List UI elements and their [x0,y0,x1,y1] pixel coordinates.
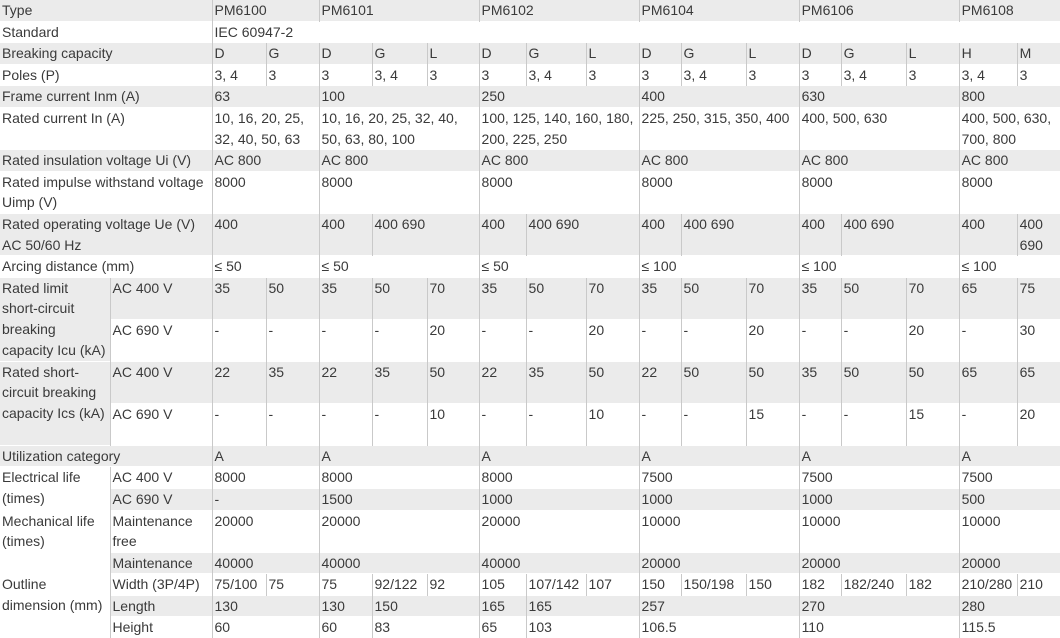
table-cell: - [266,403,319,445]
table-cell: 3, 4 [959,64,1017,86]
table-cell: 50 [906,361,959,403]
model-header: PM6102 [479,0,639,21]
table-cell: 3 [1017,64,1060,86]
model-header: PM6106 [799,0,959,21]
row-operating-voltage [0,213,1060,255]
table-cell: D [799,43,841,65]
table-cell: 50 [841,277,906,319]
table-cell: 1000 [639,488,799,510]
table-cell: A [319,445,479,467]
table-cell: 83 [372,617,479,638]
table-cell: 50 [266,277,319,319]
table-cell: 130 [212,595,319,617]
table-cell: - [841,319,906,361]
table-cell: 3, 4 [681,64,746,86]
table-cell: 20 [427,319,479,361]
table-cell: 400 [799,213,841,255]
table-cell: 630 [799,86,959,108]
table-cell: 3, 4 [212,64,266,86]
table-cell: 150 [746,574,799,596]
table-cell: - [266,319,319,361]
table-cell: - [479,319,526,361]
table-cell: 50 [681,361,746,403]
table-cell: 10000 [639,510,799,552]
row-breaking-capacity [0,43,1060,65]
table-cell: 182 [799,574,841,596]
table-cell: 70 [746,277,799,319]
table-cell: G [266,43,319,65]
table-cell: 400 [639,213,681,255]
table-cell: L [906,43,959,65]
row-outline-width [0,574,1060,596]
icu-sub-690: AC 690 V [110,319,212,361]
table-cell: 7500 [639,467,799,489]
table-cell: 20 [746,319,799,361]
table-cell: ≤ 100 [799,256,959,278]
table-cell: 182 [906,574,959,596]
table-cell: 35 [212,277,266,319]
ics-sub-400: AC 400 V [110,361,212,403]
table-cell: 40000 [212,552,319,574]
table-cell: 63 [212,86,319,108]
table-cell: - [212,319,266,361]
table-cell: 10, 16, 20, 25, 32, 40, 50, 63, 80, 100 [319,107,479,149]
table-cell: 50 [746,361,799,403]
table-cell: 150 [639,574,681,596]
table-cell: - [841,403,906,445]
table-cell: 500 [959,488,1060,510]
type-label: Type [2,2,33,18]
table-cell: 400 690 [681,213,799,255]
table-cell: 70 [906,277,959,319]
outline-sub-height: Height [110,617,212,638]
table-cell: - [639,403,681,445]
table-cell: 100 [319,86,479,108]
table-cell: 75 [266,574,319,596]
electrical-life-sub-400: AC 400 V [110,467,212,489]
table-cell: 400 [319,213,372,255]
table-cell: ≤ 50 [319,256,479,278]
table-cell: 257 [639,595,799,617]
table-cell: M [1017,43,1060,65]
table-cell: 182/240 [841,574,906,596]
table-cell: 165 [479,595,526,617]
table-cell: AC 800 [639,150,799,172]
row-electrical-life-690 [0,488,1060,510]
ics-label: Rated short-circuit breaking capacity Ics (kA) [0,361,110,445]
table-cell: A [212,445,319,467]
table-cell: 20000 [639,552,799,574]
model-header: PM6104 [639,0,799,21]
table-cell: - [479,403,526,445]
table-cell: 3 [906,64,959,86]
table-cell: - [526,319,586,361]
table-cell: 400, 500, 630, 700, 800 [959,107,1060,149]
table-cell: 7500 [959,467,1060,489]
row-ics-400 [0,361,1060,403]
table-cell: 115.5 [959,617,1060,638]
row-frame-current [0,86,1060,108]
table-cell: 8000 [639,171,799,213]
table-cell: L [427,43,479,65]
table-cell: 30 [1017,319,1060,361]
table-cell: 400 [639,86,799,108]
row-arcing-distance [0,256,1060,278]
row-icu-690 [0,319,1060,361]
utilization-label: Utilization category [0,445,212,467]
table-cell: 70 [586,277,639,319]
table-cell: 107 [586,574,639,596]
table-cell: 280 [959,595,1060,617]
row-electrical-life-400 [0,467,1060,489]
table-cell: 50 [586,361,639,403]
operating-voltage-label: Rated operating voltage Ue (V) AC 50/60 Hz [0,213,212,255]
table-cell: 35 [799,361,841,403]
table-cell: 40000 [319,552,479,574]
table-cell: 210 [1017,574,1060,596]
table-cell: 50 [526,277,586,319]
table-cell: 20 [1017,403,1060,445]
table-cell: 3 [639,64,681,86]
table-cell: - [681,319,746,361]
table-cell: 22 [479,361,526,403]
table-cell: 20 [586,319,639,361]
electrical-life-sub-690: AC 690 V [110,488,212,510]
table-cell: - [959,319,1017,361]
table-cell: 270 [799,595,959,617]
table-cell: A [479,445,639,467]
table-cell: 400 690 [1017,213,1060,255]
table-cell: ≤ 100 [959,256,1060,278]
table-cell: 35 [372,361,427,403]
table-cell: 8000 [799,171,959,213]
table-cell: AC 800 [799,150,959,172]
table-cell: 1000 [799,488,959,510]
table-cell: G [841,43,906,65]
table-cell: 3 [427,64,479,86]
table-cell: 20 [906,319,959,361]
row-poles [0,64,1060,86]
icu-label: Rated limit short-circuit breaking capacity Icu (kA) [0,277,110,361]
table-cell: 3 [746,64,799,86]
table-cell: 50 [681,277,746,319]
table-cell: L [586,43,639,65]
table-cell: A [799,445,959,467]
table-cell: 35 [526,361,586,403]
table-cell: AC 800 [479,150,639,172]
table-cell: 225, 250, 315, 350, 400 [639,107,799,149]
table-cell: 110 [799,617,959,638]
table-cell: 103 [526,617,639,638]
standard-label: Standard [0,21,212,43]
mechanical-life-label: Mechanical life (times) [0,510,110,574]
table-cell: 10000 [799,510,959,552]
model-header: PM6101 [319,0,479,21]
table-cell: 35 [319,277,372,319]
table-cell: H [959,43,1017,65]
table-cell: 20000 [959,552,1060,574]
table-cell: 3 [479,64,526,86]
table-cell: - [212,403,266,445]
table-cell: 70 [427,277,479,319]
table-cell: 8000 [479,171,639,213]
row-mechanical-life-maint [0,552,1060,574]
table-cell: - [959,403,1017,445]
model-header: PM6100 [212,0,319,21]
mechanical-life-sub-maint: Maintenance [110,552,212,574]
table-cell: - [526,403,586,445]
table-cell: 1000 [479,488,639,510]
table-cell: 3 [319,64,372,86]
table-cell: D [639,43,681,65]
outline-sub-width: Width (3P/4P) [110,574,212,596]
table-cell: 165 [526,595,639,617]
outline-sub-length: Length [110,595,212,617]
row-outline-height [0,617,1060,638]
table-cell: A [959,445,1060,467]
table-cell: 65 [479,617,526,638]
table-cell: 60 [319,617,372,638]
rated-current-label: Rated current In (A) [0,107,212,149]
table-cell: 22 [319,361,372,403]
table-cell: 800 [959,86,1060,108]
table-cell: 400 [212,213,319,255]
table-cell: 35 [639,277,681,319]
table-cell: - [799,403,841,445]
mechanical-life-sub-free: Maintenance free [110,510,212,552]
table-cell: 40000 [479,552,639,574]
row-type [0,0,1060,21]
electrical-life-label: Electrical life (times) [0,467,110,510]
table-cell: 75 [1017,277,1060,319]
table-cell: 20000 [319,510,479,552]
table-cell: - [799,319,841,361]
table-cell: AC 800 [212,150,319,172]
table-cell: 35 [479,277,526,319]
table-cell: 8000 [212,467,319,489]
table-cell: 50 [372,277,427,319]
table-cell: 92 [427,574,479,596]
table-cell: 35 [799,277,841,319]
table-cell: ≤ 50 [212,256,319,278]
table-cell: - [681,403,746,445]
table-cell: 100, 125, 140, 160, 180, 200, 225, 250 [479,107,639,149]
table-cell: - [639,319,681,361]
table-cell: L [746,43,799,65]
table-cell: G [372,43,427,65]
standard-value: IEC 60947-2 [212,21,1060,43]
row-utilization [0,445,1060,467]
table-cell: 22 [639,361,681,403]
frame-current-label: Frame current Inm (A) [0,86,212,108]
table-cell: 10000 [959,510,1060,552]
table-cell: - [372,319,427,361]
table-cell: 400 690 [526,213,639,255]
table-cell: G [681,43,746,65]
table-cell: 400 690 [841,213,959,255]
table-cell: 250 [479,86,639,108]
table-cell: 3, 4 [372,64,427,86]
table-cell: 75/100 [212,574,266,596]
table-cell: ≤ 100 [639,256,799,278]
table-cell: 10, 16, 20, 25, 32, 40, 50, 63 [212,107,319,149]
table-cell: - [372,403,427,445]
table-cell: 8000 [319,171,479,213]
table-cell: 210/280 [959,574,1017,596]
table-cell: 8000 [479,467,639,489]
table-cell: 60 [212,617,319,638]
table-cell: 130 [319,595,372,617]
table-cell: G [526,43,586,65]
row-rated-current [0,107,1060,149]
table-cell: 65 [959,361,1017,403]
table-cell: 8000 [212,171,319,213]
table-cell: AC 800 [319,150,479,172]
outline-label: Outline dimension (mm) [0,574,110,638]
table-cell: 15 [906,403,959,445]
poles-label: Poles (P) [0,64,212,86]
table-cell: 3 [799,64,841,86]
table-cell: D [212,43,266,65]
table-cell: 3, 4 [841,64,906,86]
table-cell: 400, 500, 630 [799,107,959,149]
insulation-voltage-label: Rated insulation voltage Ui (V) [0,150,212,172]
table-cell: 3, 4 [526,64,586,86]
table-cell: A [639,445,799,467]
table-cell: 8000 [319,467,479,489]
table-cell: 15 [746,403,799,445]
table-cell: 92/122 [372,574,427,596]
table-cell: AC 800 [959,150,1060,172]
row-ics-690 [0,403,1060,445]
table-cell: D [319,43,372,65]
row-mechanical-life-free [0,510,1060,552]
table-cell: 65 [959,277,1017,319]
table-cell: 400 [479,213,526,255]
model-header: PM6108 [959,0,1060,21]
table-cell: 10 [586,403,639,445]
table-cell: 20000 [479,510,639,552]
impulse-voltage-label: Rated impulse withstand voltage Uimp (V) [0,171,212,213]
row-insulation-voltage [0,150,1060,172]
table-cell: 7500 [799,467,959,489]
row-standard [0,21,1060,43]
table-cell: 150 [372,595,479,617]
table-cell: 20000 [212,510,319,552]
row-outline-length [0,595,1060,617]
row-impulse-voltage [0,171,1060,213]
table-cell: - [319,319,372,361]
table-cell: ≤ 50 [479,256,639,278]
table-cell: 1500 [319,488,479,510]
table-cell: 3 [586,64,639,86]
table-cell: - [319,403,372,445]
table-cell: 22 [212,361,266,403]
table-cell: 10 [427,403,479,445]
table-cell: 106.5 [639,617,799,638]
table-cell: 105 [479,574,526,596]
table-cell: 400 [959,213,1017,255]
table-cell: 20000 [799,552,959,574]
table-cell: 8000 [959,171,1060,213]
table-cell: 35 [266,361,319,403]
arcing-distance-label: Arcing distance (mm) [0,256,212,278]
icu-sub-400: AC 400 V [110,277,212,319]
table-cell: 150/198 [681,574,746,596]
ics-sub-690: AC 690 V [110,403,212,445]
table-cell: 107/142 [526,574,586,596]
table-cell: - [212,488,319,510]
table-cell: 400 690 [372,213,479,255]
table-cell: 3 [266,64,319,86]
row-icu-400 [0,277,1060,319]
table-cell: 75 [319,574,372,596]
table-cell: 50 [427,361,479,403]
table-cell: 50 [841,361,906,403]
table-cell: D [479,43,526,65]
table-cell: 65 [1017,361,1060,403]
breaking-capacity-label: Breaking capacity [0,43,212,65]
